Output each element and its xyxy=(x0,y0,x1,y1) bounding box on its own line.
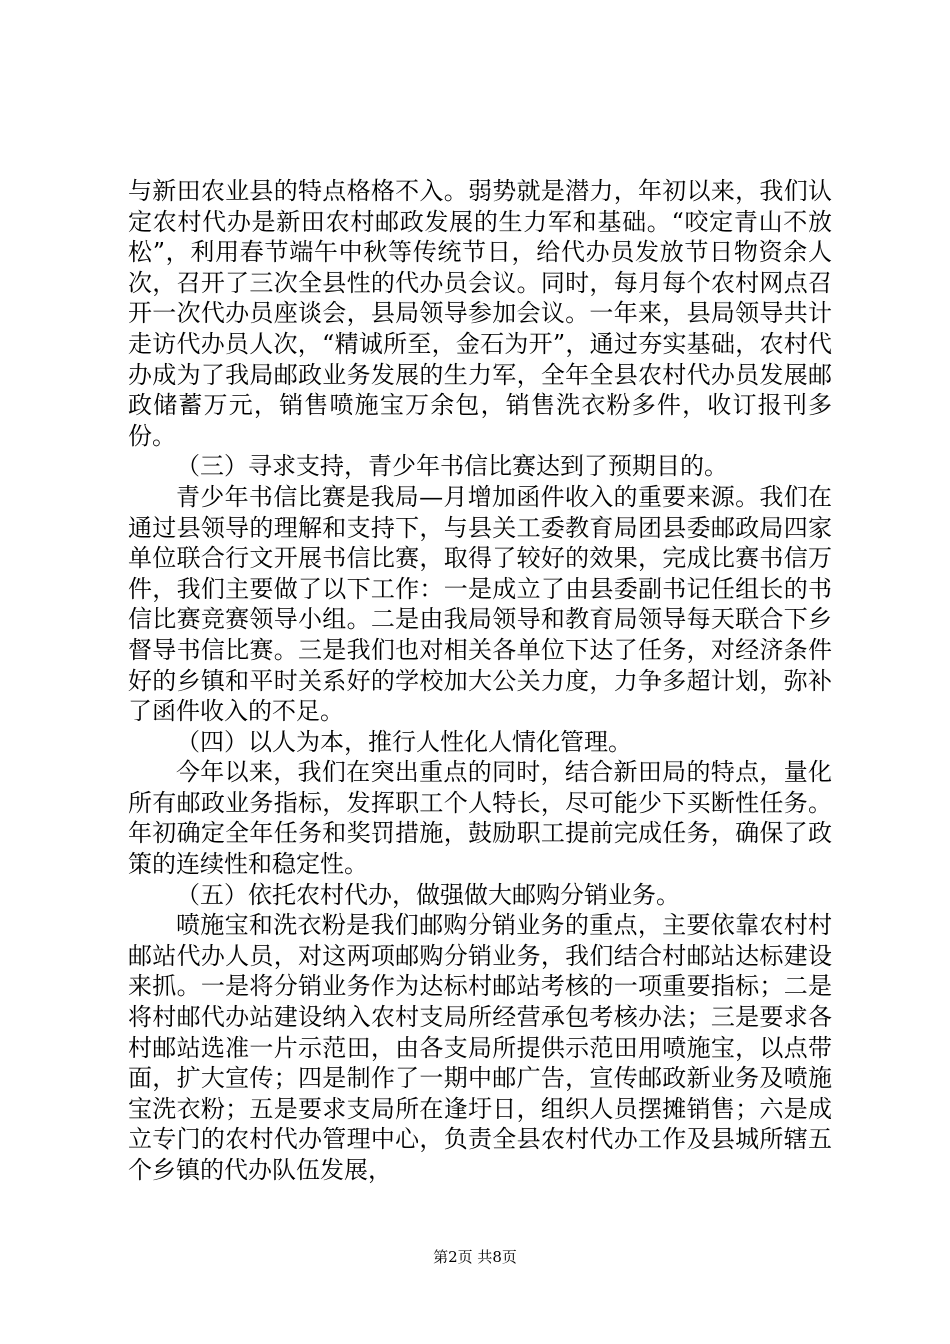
document-body xyxy=(128,176,832,1186)
paragraph-continuation: 与新田农业县的特点格格不入。弱势就是潜力，年初以来，我们认定农村代办是新田农村邮政发展的生力军和基础。“咬定青山不放松”，利用春节端午中秋等传统节日，给代办员发放节日物资余人次，召开了三次全县性的代办员会议。同时，每月每个农村网点召开一次代办员座谈会，县局领导参加会议。一年来，县局领导共计走访代办员人次，“精诚所至，金石为开”，通过夯实基础，农村代办成为了我局邮政业务发展的生力军，全年全县农村代办员发展邮政储蓄万元，销售喷施宝万余包，销售洗衣粉多件，收订报刊多份。 xyxy=(128,177,832,450)
paragraph-humane-management: 今年以来，我们在突出重点的同时，结合新田局的特点，量化所有邮政业务指标，发挥职工个人特长，尽可能少下买断性任务。年初确定全年任务和奖罚措施，鼓励职工提前完成任务，确保了政策的连续性和稳定性。 xyxy=(128,758,832,879)
section-heading-5: （五）依托农村代办，做强做大邮购分销业务。 xyxy=(176,880,680,909)
section-heading-3: （三）寻求支持，青少年书信比赛达到了预期目的。 xyxy=(176,452,728,481)
paragraph-distribution: 喷施宝和洗衣粉是我们邮购分销业务的重点，主要依靠农村村邮站代办人员，对这两项邮购分销业务，我们结合村邮站达标建设来抓。一是将分销业务作为达标村邮站考核的一项重要指标；二是将村邮代办站建设纳入农村支局所经营承包考核办法；三是要求各村邮站选准一片示范田，由各支局所提供示范田用喷施宝，以点带面，扩大宣传；四是制作了一期中邮广告，宣传邮政新业务及喷施宝洗衣粉；五是要求支局所在逢圩日，组织人员摆摊销售；六是成立专门的农村代办管理中心，负责全县农村代办工作及县城所辖五个乡镇的代办队伍发展， xyxy=(128,911,832,1184)
section-heading-4: （四）以人为本，推行人性化人情化管理。 xyxy=(176,727,632,756)
paragraph-letter-contest: 青少年书信比赛是我局—月增加函件收入的重要来源。我们在通过县领导的理解和支持下，与县关工委教育局团县委邮政局四家单位联合行文开展书信比赛，取得了较好的效果，完成比赛书信万件，我们主要做了以下工作：一是成立了由县委副书记任组长的书信比赛竞赛领导小组。二是由我局领导和教育局领导每天联合下乡督导书信比赛。三是我们也对相关各单位下达了任务，对经济条件好的乡镇和平时关系好的学校加大公关力度，力争多超计划，弥补了函件收入的不足。 xyxy=(128,482,832,726)
page-number-footer: 第2页 共8页 xyxy=(433,1248,517,1266)
